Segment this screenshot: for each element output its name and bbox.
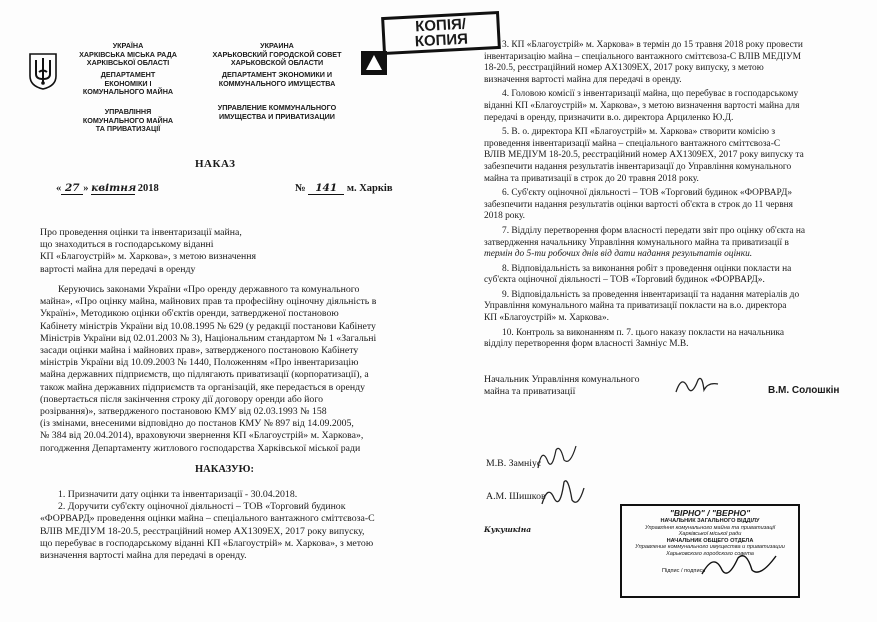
item-4 [484,89,850,124]
handwritten-signature-icon [534,440,580,474]
item-line: віданні КП «Благоустрій» м. Харкова», з метою визначення вартості майна для [484,100,800,111]
header-line: УПРАВЛЕНИЕ КОММУНАЛЬНОГО [217,103,337,112]
preamble-line: також майна державних підприємств та організацій, яке передається в оренду [40,381,366,393]
item-line: 18-20.5, реєстраційний номер АХ1309ЕХ, 2017 року випуску, з метою [484,63,764,74]
date-quote: « [56,183,62,194]
subject-line: Про проведення оцінки та інвентаризації майна, [40,227,242,238]
item-line: 4. Головою комісії з інвентаризації майна, що перебуває в господарському [502,89,799,100]
preamble-line: Міністрів України від 02.01.2003 № 3), Національним стандартом № 1 «Загальні [40,332,377,344]
item-line: ВЛІВ МЕДІУМ 18-20.5, реєстраційний номер АХ1309ЕХ, 2017 року випуску, [40,525,365,537]
item-line: Управління комунального майна та приватизації покласти на в.о. директора [484,301,787,312]
stamp-line: НАЧАЛЬНИК ОБЩЕГО ОТДЕЛА [666,537,754,544]
header-line: ИМУЩЕСТВА И ПРИВАТИЗАЦИИ [219,111,335,121]
copy-stamp [381,11,501,55]
header-line: ДЕПАРТАМЕНТ [100,70,156,79]
item-line: майна та приватизації в строк до 20 травня 2018 року. [484,173,699,184]
header-line: ДЕПАРТАМЕНТ ЭКОНОМИКИ И [221,70,333,79]
order-items-right [484,40,850,354]
item-line: 8. Відповідальність за виконання робіт з проведення оцінки покласти на [502,263,792,274]
header-left-mgmt [58,108,198,134]
item-line: 2. Доручити суб'єкту оціночної діяльності – ТОВ «Торговий будинок [58,501,346,513]
preamble-line: майна», «Про оцінку майна, майнових прав та професійну оціночну діяльність в [40,296,377,308]
item-line: термін до 5-ти робочих днів від дати надання результатів оцінки. [484,249,753,260]
stamp-line: Харьковского городского совета [666,550,754,557]
item-7 [484,226,850,261]
header-line: КОМУНАЛЬНОГО МАЙНА [82,87,174,97]
item-line: «ФОРВАРД» проведення оцінки майна – спеціального вантажного сміттєвоза-С [40,513,375,525]
item-10 [484,328,850,351]
item-line: відділу перетворення форм власності Замніус М.В. [484,339,689,350]
trident-emblem-icon [28,52,58,90]
preamble-line: № 384 від 20.04.2014), враховуючи звернення КП «Благоустрій» м. Харкова», [40,430,364,442]
item-8 [484,264,850,287]
item-line: проведення інвентаризації майна – спеціального вантажного сміттєвоза-С [484,138,781,149]
order-items-left [40,489,404,562]
preamble-line: розірвання)», затвердженого постановою КМУ від 02.03.1993 № 158 [40,406,327,418]
item-line: визначення вартості майна для передачі в оренду. [484,74,682,85]
date-day: 27 [61,182,83,195]
order-city: м. Харків [346,183,393,194]
header-left-dept [58,71,198,97]
header-line: УПРАВЛІННЯ [104,107,152,116]
item-line: суб'єкта оціночної діяльності – ТОВ «Торговий будинок «ФОРВАРД». [484,275,765,286]
order-date [56,182,176,195]
preamble-line: (із змінами, внесеними відповідно до постанов КМУ № 897 від 14.09.2005, [40,418,354,430]
item-5 [484,127,850,185]
header-line: ХАРЬКОВСКИЙ ГОРОДСКОЙ СОВЕТ [212,49,342,59]
stamp-line: Харківської міської ради [678,531,742,538]
approval-shishkov: А.М. Шишков [486,491,546,502]
item-line: 5. В. о. директора КП «Благоустрій» м. Харкова» створити комісію з [502,127,776,138]
handwritten-signature-icon [538,474,588,514]
executor-name: Кукушкіна [484,525,532,534]
subject-line: КП «Благоустрій» м. Харкова», з метою визначення [40,251,256,263]
date-year: 2018 [137,183,159,194]
stamp-line: Управление коммунального имущества и приватизации [635,544,785,551]
order-subject [40,227,290,276]
item-line: 3. КП «Благоустрій» м. Харкова» в термін до 15 травня 2018 року провести [502,40,803,50]
signatory-name: В.М. Солошкін [768,385,840,396]
preamble-line: Україні», Методикою оцінки об'єктів оренди, затвердженої постановою [40,308,339,320]
number-sign: № [295,183,306,194]
item-line: забезпечити надання результатів інвентаризації до Управління комунального [484,161,792,172]
item-line: визначення вартості майна для передачі в оренду. [40,550,247,562]
header-left-ua [58,42,198,68]
preamble-line: (повертається після закінчення строку дії договору оренди або його [40,393,323,405]
stamp-line: Управління комунального майна та приватизації [644,524,776,531]
item-6 [484,188,850,223]
item-line: КП «Благоустрій» м. Харкова». [484,313,609,324]
header-line: УКРАИНА [260,41,294,50]
item-line: забезпечити надання результатів оцінки вартості об'єкта в строк до 11 червня [484,199,793,210]
stamp-line: НАЧАЛЬНИК ЗАГАЛЬНОГО ВІДДІЛУ [660,518,760,524]
preamble-line: майна державних підприємств, що підлягають приватизації (корпоратизації), а [40,369,369,381]
signature-position [484,374,704,398]
item-line: ВЛІВ МЕДІУМ 18-20.5, реєстраційний номер АХ1309ЕХ, 2017 року випуску та [484,150,804,161]
item-line: інвентаризацію майна – спеціального вантажного сміттєвоза-С ВЛІВ МЕДІУМ [484,51,801,62]
date-quote: » [83,183,89,194]
header-line: ТА ПРИВАТИЗАЦІЇ [95,124,161,134]
header-right-dept [196,71,358,88]
handwritten-signature-icon [672,372,722,398]
stamp-line: "ВІРНО" / "ВЕРНО" [669,508,751,518]
approval-zamnius: М.В. Замніус [486,458,542,469]
order-number [295,182,405,195]
preamble-line: погодження Департаменту житлового господарства Харківської міської ради [40,442,361,454]
subject-line: вартості майна для передачі в оренду [40,263,196,275]
date-month: квітня [91,182,137,194]
header-right-ru [196,42,358,68]
header-line: КОММУНАЛЬНОГО ИМУЩЕСТВА [218,78,336,88]
item-line: 2018 року. [484,211,525,222]
item-line: 9. Відповідальність за проведення інвентаризації та надання матеріалів до [502,289,800,300]
position-line: Начальник Управління комунального [484,374,640,385]
number-value: 141 [308,182,344,195]
order-title: НАКАЗ [195,158,236,170]
preamble-line: міністрів України від 10.09.2003 № 1440, Положенням «Про інвентаризацію [40,357,359,369]
item-9 [484,290,850,325]
header-line: ХАРКІВСЬКА МІСЬКА РАДА [79,49,177,59]
position-line: майна та приватизації [484,386,576,398]
preamble-line: Керуючись законами України «Про оренду державного та комунального [58,284,360,295]
item-3 [484,40,850,86]
header-line: ЕКОНОМІКИ І [104,78,152,88]
item-line: 1. Призначити дату оцінки та інвентаризації - 30.04.2018. [58,489,298,500]
preamble [40,284,404,455]
header-line: КОМУНАЛЬНОГО МАЙНА [82,115,174,125]
header-line: ХАРЬКОВСКОЙ ОБЛАСТИ [230,58,324,68]
city-emblem-icon [360,50,388,76]
order-heading: НАКАЗУЮ: [195,464,254,475]
item-line: 6. Суб'єкту оціночної діяльності – ТОВ «Торговий будинок «ФОРВАРД» [502,188,793,199]
header-line: ХАРКІВСЬКОЇ ОБЛАСТІ [86,58,170,68]
header-right-mgmt [196,104,358,121]
header-line: УКРАЇНА [112,41,144,50]
item-line: що перебуває в господарському віданні КП «Благоустрій» м. Харкова», з метою [40,537,374,549]
stamp-line: КОПИЯ [414,30,469,51]
item-line: затвердження начальнику Управління комунального майна та приватизації в [484,237,789,248]
preamble-line: Кабінету міністрів України від 10.08.1995 № 629 (у редакції постанови Кабінету [40,320,376,332]
item-line: передачі в оренду, призначити в.о. директора Арциленко Ю.Д. [484,112,734,123]
subject-line: що знаходиться в господарському віданні [40,239,214,251]
item-line: 7. Відділу перетворення форм власності передати звіт про оцінку об'єкта на [502,225,806,236]
stamp-line: Підпис / подпись [662,567,706,574]
item-line: 10. Контроль за виконанням п. 7. цього наказу покласти на начальника [502,327,785,338]
stamp-line: КОПІЯ/ [414,15,467,36]
preamble-line: засади оцінки майна і майнових прав», затвердженого постановою Кабінету [40,345,359,357]
handwritten-signature-icon [698,548,780,582]
